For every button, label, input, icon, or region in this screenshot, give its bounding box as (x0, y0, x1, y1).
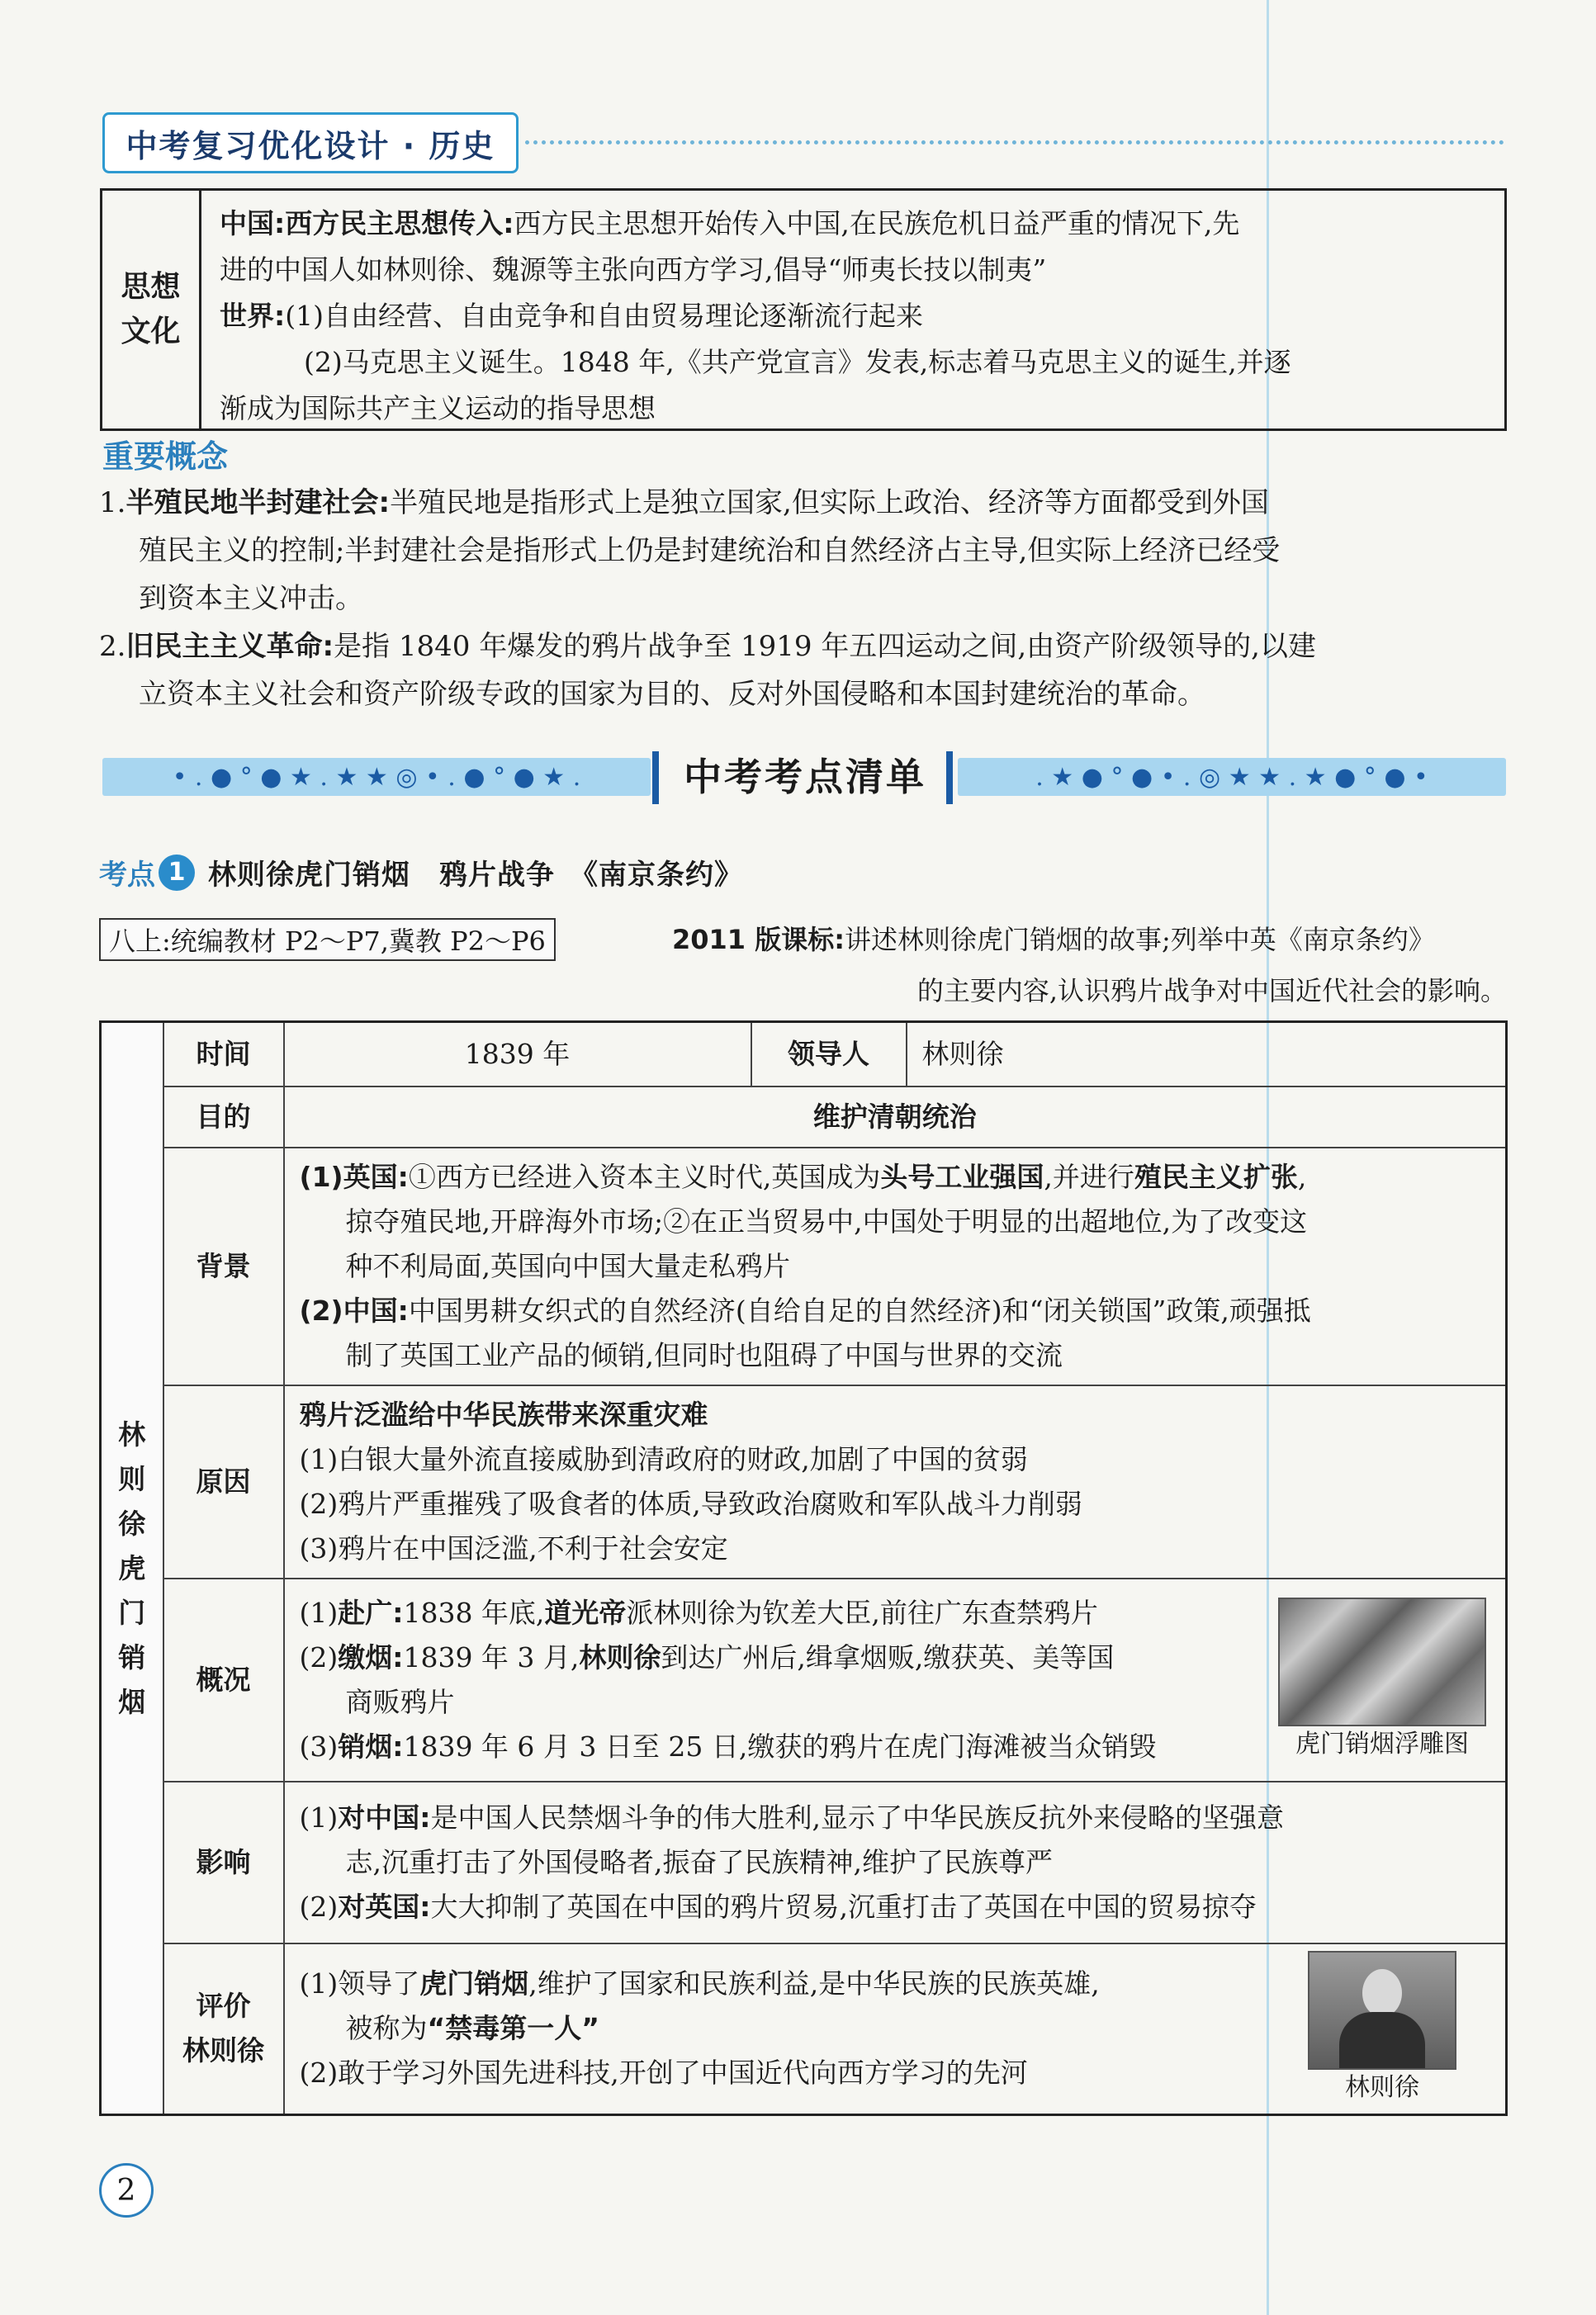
topic-label: 考点 (99, 859, 155, 892)
header-dotted-rule (525, 140, 1504, 144)
side-label (101, 1022, 163, 2115)
thought-culture-content (201, 191, 1504, 428)
curriculum-standard-line-2: 的主要内容,认识鸦片战争对中国近代社会的影响。 (916, 975, 1507, 1006)
topic-title: 林则徐虎门销烟 鸦片战争 《南京条约》 (208, 859, 743, 892)
banner-bar-right (946, 751, 953, 804)
concept-1-line-2: 殖民主义的控制;半封建社会是指形式上仍是封建统治和自然经济占主导,但实际上经济已经受 (139, 534, 1281, 567)
reason-content: 鸦片泛滥给中华民族带来深重灾难 (1)白银大量外流直接威胁到清政府的财政,加剧了中国的贫弱 (2)鸦片严重摧残了吸食者的体质,导致政治腐败和军队战斗力削弱 (3)鸦片在中国泛滥,不利于社会安定 (284, 1385, 1507, 1579)
concepts-list (99, 479, 1513, 718)
portrait-figure (1274, 1951, 1490, 2106)
evaluation-content: (1)领导了虎门销烟,维护了国家和民族利益,是中华民族的民族英雄, 被称为“禁毒第一人” (2)敢于学习外国先进科技,开创了中国近代向西方学习的先河 林则徐 (284, 1943, 1507, 2115)
banner-decoration-left: • . ● ° ● ★ . ★ ★ ◎ • . ● ° ● ★ . (102, 758, 651, 796)
textbook-reference: 八上:统编教材 P2～P7,冀教 P2～P6 (99, 918, 556, 961)
lin-zexu-table (99, 1020, 1508, 2116)
side-label-char: 虎 (118, 1551, 146, 1584)
concept-2-line-2: 立资本主义社会和资产阶级专政的国家为目的、反对外国侵略和本国封建统治的革命。 (139, 678, 1205, 711)
relief-image (1278, 1598, 1486, 1726)
side-label-char: 林 (118, 1418, 146, 1451)
concept-2-line-1: 2.旧民主主义革命:是指 1840 年爆发的鸦片战争至 1919 年五四运动之间,由资产阶级领导的,以建 (99, 630, 1316, 663)
relief-figure (1274, 1598, 1490, 1763)
impact-content: (1)对中国:是中国人民禁烟斗争的伟大胜利,显示了中华民族反抗外来侵略的坚强意 志,沉重打击了外国侵略者,振奋了民族精神,维护了民族尊严 (2)对英国:大大抑制了英国在中国的鸦片贸易,沉重打击了英国在中国的贸易掠夺 (284, 1782, 1507, 1943)
impact-label: 影响 (163, 1782, 284, 1943)
table-row-purpose (101, 1086, 1507, 1148)
world-line-3: 渐成为国际共产主义运动的指导思想 (220, 392, 656, 424)
banner-bar-left (652, 751, 659, 804)
side-label-text (102, 1413, 162, 1725)
leader-label: 领导人 (751, 1022, 907, 1086)
concept-1-line-3: 到资本主义冲击。 (139, 582, 363, 615)
table-row-time (101, 1022, 1507, 1086)
side-label-char: 销 (118, 1640, 146, 1674)
table-row-evaluation (101, 1943, 1507, 2115)
book-title-header: 中考复习优化设计 · 历史 (102, 112, 519, 173)
table-row-background (101, 1148, 1507, 1385)
reason-label: 原因 (163, 1385, 284, 1579)
time-label: 时间 (163, 1022, 284, 1086)
world-line-1: 世界:(1)自由经营、自由竞争和自由贸易理论逐渐流行起来 (220, 300, 923, 332)
table-row-reason (101, 1385, 1507, 1579)
portrait-caption: 林则徐 (1345, 2073, 1419, 2103)
side-label-char: 则 (118, 1462, 146, 1495)
banner-title: 中考考点清单 (684, 755, 926, 799)
evaluation-label: 评价 林则徐 (163, 1943, 284, 2115)
world-line-2: (2)马克思主义诞生。1848 年,《共产党宣言》发表,标志着马克思主义的诞生,并逐 (304, 346, 1291, 378)
china-line-2: 进的中国人如林则徐、魏源等主张向西方学习,倡导“师夷长技以制夷” (220, 253, 1047, 286)
thought-culture-label: 思想 文化 (102, 191, 201, 428)
china-line-1: 中国:西方民主思想传入:西方民主思想开始传入中国,在民族危机日益严重的情况下,先 (220, 207, 1240, 239)
purpose-label: 目的 (163, 1086, 284, 1148)
table-row-impact (101, 1782, 1507, 1943)
table-row-overview (101, 1579, 1507, 1782)
portrait-image (1308, 1951, 1456, 2070)
concepts-title: 重要概念 (102, 438, 229, 475)
side-label-char: 门 (118, 1596, 146, 1629)
concept-1-line-1: 1.半殖民地半封建社会:半殖民地是指形式上是独立国家,但实际上政治、经济等方面都受到外国 (99, 486, 1269, 519)
side-label-char: 徐 (118, 1507, 146, 1540)
background-content: (1)英国:①西方已经进入资本主义时代,英国成为头号工业强国,并进行殖民主义扩张, 掠夺殖民地,开辟海外市场;②在正当贸易中,中国处于明显的出超地位,为了改变这 种不利局面,英国向中国大量走私鸦片 (2)中国:中国男耕女织式的自然经济(自给自足的自然经济)和“闭关锁国”政策,顽强抵 制了英国工业产品的倾销,但同时也阻碍了中国与世界的交流 (284, 1148, 1507, 1385)
banner-decoration-right: . ★ ● ° ● • . ◎ ★ ★ . ★ ● ° ● • (958, 758, 1506, 796)
leader-value: 林则徐 (907, 1022, 1507, 1086)
topic-heading (99, 852, 743, 892)
overview-label: 概况 (163, 1579, 284, 1782)
background-label: 背景 (163, 1148, 284, 1385)
page-number: 2 (99, 2163, 154, 2218)
time-value: 1839 年 (284, 1022, 751, 1086)
side-label-char: 烟 (118, 1685, 146, 1718)
curriculum-standard-line-1: 2011 版课标:讲述林则徐虎门销烟的故事;列举中英《南京条约》 (672, 924, 1435, 955)
purpose-value: 维护清朝统治 (284, 1086, 1507, 1148)
topic-number-badge: 1 (159, 855, 195, 891)
thought-culture-table (100, 188, 1507, 431)
overview-content: (1)赴广:1838 年底,道光帝派林则徐为钦差大臣,前往广东查禁鸦片 (2)缴烟:1839 年 3 月,林则徐到达广州后,缉拿烟贩,缴获英、美等国 商贩鸦片 (3)销烟:1839 年 6 月 3 日至 25 日,缴获的鸦片在虎门海滩被当众销毁 虎门销烟浮雕图 (284, 1579, 1507, 1782)
relief-caption: 虎门销烟浮雕图 (1295, 1729, 1469, 1759)
